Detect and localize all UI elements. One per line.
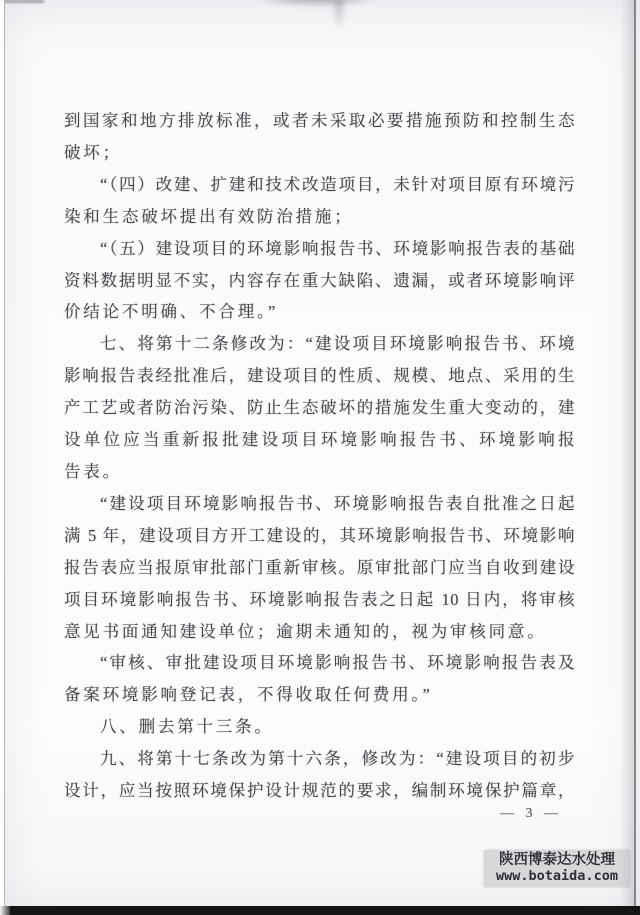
watermark-website-url: www.botaida.com <box>496 868 618 884</box>
text-line: 八、删去第十三条。 <box>100 717 274 737</box>
page-left-edge-line <box>4 0 5 907</box>
text-line: 到国家和地方排放标准，或者未采取必要措施预防和控制生态 <box>64 111 575 130</box>
document-body <box>64 105 575 807</box>
text-line: 影响报告表经批准后，建设项目的性质、规模、地点、采用的生 <box>64 366 575 386</box>
text-line: 告表。 <box>64 461 122 481</box>
text-line: “（五）建设项目的环境影响报告书、环境影响报告表的基础 <box>100 238 575 258</box>
text-line: 产工艺或者防治污染、防止生态破坏的措施发生重大变动的，建 <box>64 398 575 418</box>
text-line: “建设项目环境影响报告书、环境影响报告表自批准之日起 <box>100 493 575 513</box>
text-line: 设单位应当重新报批建设项目环境影响报告书、环境影响报 <box>64 430 575 450</box>
page-right-edge-line <box>634 0 636 907</box>
text-line: 满 5 年，建设项目方开工建设的，其环境影响报告书、环境影响 <box>64 525 575 545</box>
text-line: 意见书面通知建设单位；逾期未通知的，视为审核同意。 <box>64 621 547 641</box>
text-line: 报告表应当报原审批部门重新审核。原审批部门应当自收到建设 <box>64 557 575 577</box>
text-line: 设计，应当按照环境保护设计规范的要求，编制环境保护篇章， <box>64 781 575 801</box>
text-line: 价结论不明确、不合理。” <box>64 302 279 322</box>
text-line: 七、将第十二条修改为：“建设项目环境影响报告书、环境 <box>100 334 575 354</box>
text-line: 资料数据明显不实，内容存在重大缺陷、遗漏，或者环境影响评 <box>64 270 575 290</box>
page-right-edge-shadow <box>620 0 634 907</box>
text-line: 九、将第十七条改为第十六条，修改为：“建设项目的初步 <box>100 749 575 769</box>
text-line: 项目环境影响报告书、环境影响报告表之日起 10 日内，将审核 <box>64 589 575 609</box>
watermark-company-name: 陕西博泰达水处理 <box>499 852 615 868</box>
text-line: 备案环境影响登记表，不得收取任何费用。” <box>64 685 433 705</box>
page-number: — 3 — <box>500 806 562 821</box>
scan-bottom-black-edge <box>8 906 640 915</box>
watermark-badge <box>484 850 630 887</box>
scan-artifact-corner <box>0 0 44 3</box>
scan-artifact-smudge <box>252 0 382 8</box>
text-line: 破坏； <box>64 142 122 162</box>
text-line: “审核、审批建设项目环境影响报告书、环境影响报告表及 <box>100 653 575 673</box>
text-line: “（四）改建、扩建和技术改造项目，未针对项目原有环境污 <box>100 174 575 194</box>
scan-artifact-wisp <box>332 0 346 30</box>
text-line: 染和生态破坏提出有效防治措施； <box>64 206 354 226</box>
scan-bottom-edge-fade <box>0 906 10 915</box>
